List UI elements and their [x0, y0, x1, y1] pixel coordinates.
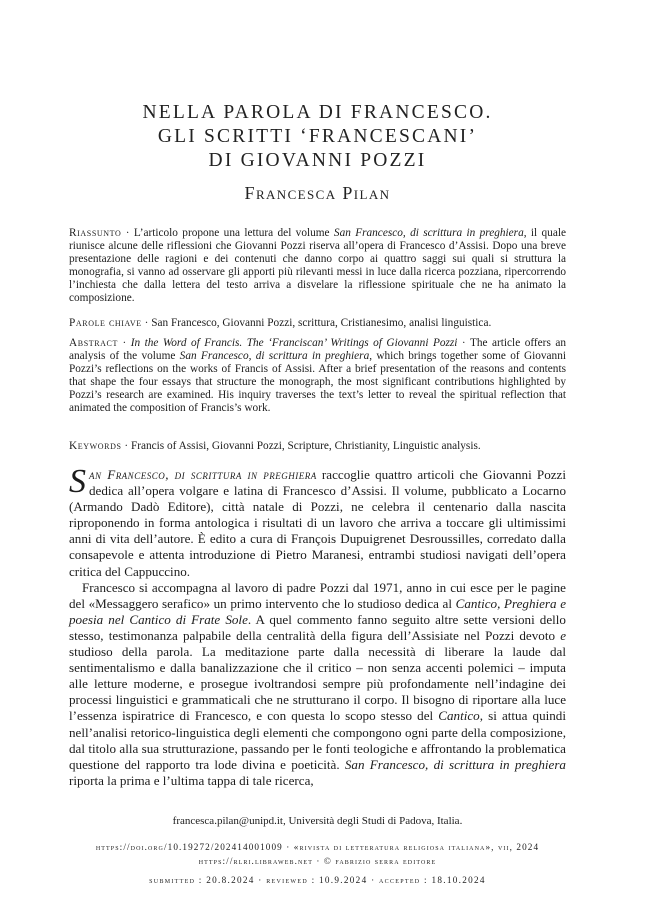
paragraph-text: riporta la prima e l’ultima tappa di tale ricerca, [69, 772, 314, 788]
riassunto [69, 227, 566, 304]
submission-dates: submitted : 20.8.2024 · reviewed : 10.9.2024 · accepted : 18.10.2024 [149, 875, 486, 885]
abstract-text: , which brings together some of Giovanni Pozzi’s reflections on the works of Francis of Assisi. After a brief presentation of the reasons and contents that shape the four essays that structure the monograph, the most significant contributions highlighted by Pozzi’s research are examined. His inquiry traverses the text’s letter to reveal the spiritual reflection that animated the composition of Francis’s work. [69, 349, 566, 414]
keywords-label: Keywords [69, 440, 122, 452]
paragraph-text: , si attua quindi nell’analisi retorico-linguistica degli elementi che compongono ogni parte della composizione, dal titolo alla sua strutturazione, passando per le fonti teologiche e affrontando la problematica questione del rapporto tra lode divina e poeticità. [69, 708, 566, 772]
publisher-line: https://rlri.libraweb.net · © fabrizio serra editore [198, 856, 437, 866]
article-title [69, 101, 566, 173]
paragraph-1 [69, 463, 567, 580]
abstract-label: Abstract [69, 337, 118, 349]
separator: · [117, 337, 131, 349]
title-line-1: NELLA PAROLA DI FRANCESCO. [142, 102, 493, 123]
work-title: Cantico, Preghiera e poesia nel Cantico di Frate Sole [69, 595, 567, 627]
parole-chiave-text: San Francesco, Giovanni Pozzi, scrittura, Cristianesimo, analisi linguistica. [151, 317, 492, 329]
title-line-2: GLI SCRITTI ‘FRANCESCANI’ [157, 126, 478, 147]
paragraph-text: Francesco si accompagna al lavoro di padre Pozzi dal 1971, anno in cui esce per le pagine del «Messaggero serafico» un primo intervento che lo studioso dedica al [69, 579, 566, 611]
book-title: San Francesco, di scrittura in preghiera [333, 227, 524, 239]
emphasis: e [560, 627, 566, 643]
paragraph-text: studioso della parola. La meditazione parte dalla necessità di liberare la laude dal sentimentalismo e dalla banalizzazione che il critico – non senza accenti polemici – imputa alle letture moderne, e prosegue ivoltrandosi sempre più profondamente nell’indagine dei processi linguistici e grammaticali che ne strutturano il corpo. Il bisogno di riportare alla luce l’essenza ispiratrice di Francesco, e con questa lo scopo stesso del [69, 644, 566, 724]
paragraph-2 [69, 580, 566, 789]
parole-chiave [69, 317, 566, 330]
abstract-text: · The article offers an analysis of the volume [69, 337, 566, 362]
riassunto-text: , il quale riunisce alcune delle riflessioni che Giovanni Pozzi riserva all’opera di Francesco d’Assisi. Dopo una breve presentazione delle ragioni e dei contenuti che danno corpo ai quattro saggi sui quali si struttura la monografia, si vanno ad osservare gli apporti più rilevanti messi in luce dalla ricerca pozziana, ripercorrendo l’inchiesta che dalla lettera del testo arriva a disvelare la riflessione spirituale che ne ha animato la composizione. [69, 227, 566, 304]
abstract [69, 337, 566, 414]
book-title: San Francesco, di scrittura in preghiera [344, 756, 566, 772]
article-body [69, 463, 567, 789]
keywords-text: Francis of Assisi, Giovanni Pozzi, Scripture, Christianity, Linguistic analysis. [130, 440, 481, 452]
riassunto-text: L’articolo propone una lettura del volume [133, 227, 334, 239]
book-title: San Francesco, di scrittura in preghiera [179, 349, 370, 362]
title-line-3: DI GIOVANNI POZZI [208, 150, 427, 171]
author-name: Francesca Pilan [244, 183, 391, 203]
keywords [69, 440, 566, 453]
paragraph-text: raccoglie quattro articoli che Giovanni Pozzi dedica all’opera volgare e latina di Francesco d’Assisi. Il volume, pubblicato a Locarno (Armando Dadò Editore), città natale di Pozzi, ne celebra il centenario dalla nascita riproponendo in forma antologica i risultati di un lavoro che arriva a toccare gli ultimissimi anni di vita dell’autore. È edito a cura di François Dupuigrenet Desroussilles, corredato dalla consapevole e attenta introduzione di Pietro Maranesi, entrambi studiosi navigati dell’opera critica del Cappuccino. [69, 467, 567, 579]
author-affiliation: francesca.pilan@unipd.it, Università degli Studi di Padova, Italia. [172, 815, 463, 827]
abstract-title: In the Word of Francis. The ‘Franciscan’ Writings of Giovanni Pozzi [130, 337, 458, 349]
doi-line: https://doi.org/10.19272/202414001009 · «rivista di letteratura religiosa italiana», vii, 2024 [95, 842, 540, 852]
parole-chiave-label: Parole chiave [69, 317, 142, 329]
book-title: an Francesco, di scrittura in preghiera [89, 467, 317, 482]
separator: · [141, 317, 152, 329]
separator: · [121, 227, 134, 239]
separator: · [121, 440, 131, 452]
work-title: Cantico [438, 708, 480, 724]
riassunto-label: Riassunto [69, 227, 122, 239]
paragraph-text: . A quel commento fanno seguito altre sette versioni dello stesso, testimonanza palpabile della centralità della figura dell’Assisiate nel Pozzi devoto [69, 611, 566, 643]
drop-cap: S [69, 463, 86, 500]
